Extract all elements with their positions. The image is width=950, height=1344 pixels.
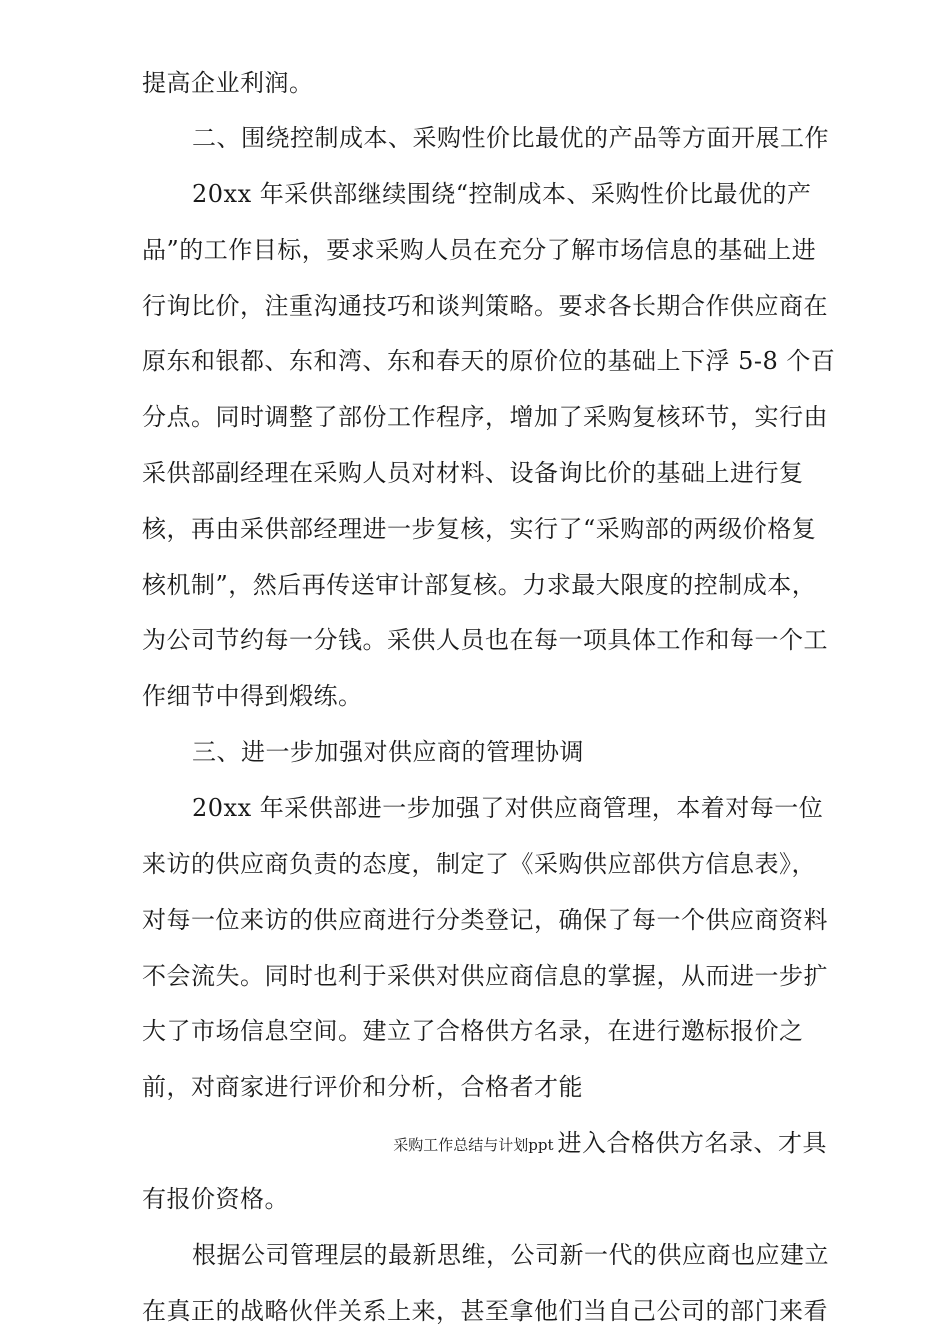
text-line: 原东和银都、东和湾、东和春天的原价位的基础上下浮 5-8 个百 [142,347,836,375]
text-line: 为公司节约每一分钱。采供人员也在每一项具体工作和每一个工 [142,626,828,654]
text-line: 分点。同时调整了部份工作程序，增加了采购复核环节，实行由 [142,403,828,431]
text-line: 对每一位来访的供应商进行分类登记，确保了每一个供应商资料 [142,906,828,934]
text-line: 前，对商家进行评价和分析，合格者才能 [142,1073,583,1101]
section-heading: 三、进一步加强对供应商的管理协调 [192,738,584,766]
text-line: 有报价资格。 [142,1185,289,1213]
text-line: 来访的供应商负责的态度，制定了《采购供应部供方信息表》， [142,850,816,878]
section-heading: 二、围绕控制成本、采购性价比最优的产品等方面开展工作 [192,124,829,152]
text-line: 根据公司管理层的最新思维，公司新一代的供应商也应建立 [192,1241,829,1269]
text-line: 采供部副经理在采购人员对材料、设备询比价的基础上进行复 [142,459,804,487]
text-line: 行询比价，注重沟通技巧和谈判策略。要求各长期合作供应商在 [142,292,828,320]
text-line: 作细节中得到煅练。 [142,682,363,710]
text-line: 提高企业利润。 [142,69,314,97]
inline-small-text: 采购工作总结与计划ppt [393,1136,554,1154]
text-line: 不会流失。同时也利于采供对供应商信息的掌握，从而进一步扩 [142,962,828,990]
text-line: 20xx 年采供部继续围绕“控制成本、采购性价比最优的产 [192,180,812,208]
text-line: 大了市场信息空间。建立了合格供方名录，在进行邀标报价之 [142,1017,804,1045]
text-line: 品”的工作目标，要求采购人员在充分了解市场信息的基础上进 [142,236,817,264]
text-line: 在真正的战略伙伴关系上来，甚至拿他们当自己公司的部门来看 [142,1297,828,1325]
text-line: 核机制”，然后再传送审计部复核。力求最大限度的控制成本， [142,571,817,599]
text-line-with-inline-link [393,1126,827,1162]
text-line: 20xx 年采供部进一步加强了对供应商管理，本着对每一位 [192,794,824,822]
text-line: 核，再由采供部经理进一步复核，实行了“采购部的两级价格复 [142,515,817,543]
inline-text: 进入合格供方名录、才具 [557,1129,827,1157]
